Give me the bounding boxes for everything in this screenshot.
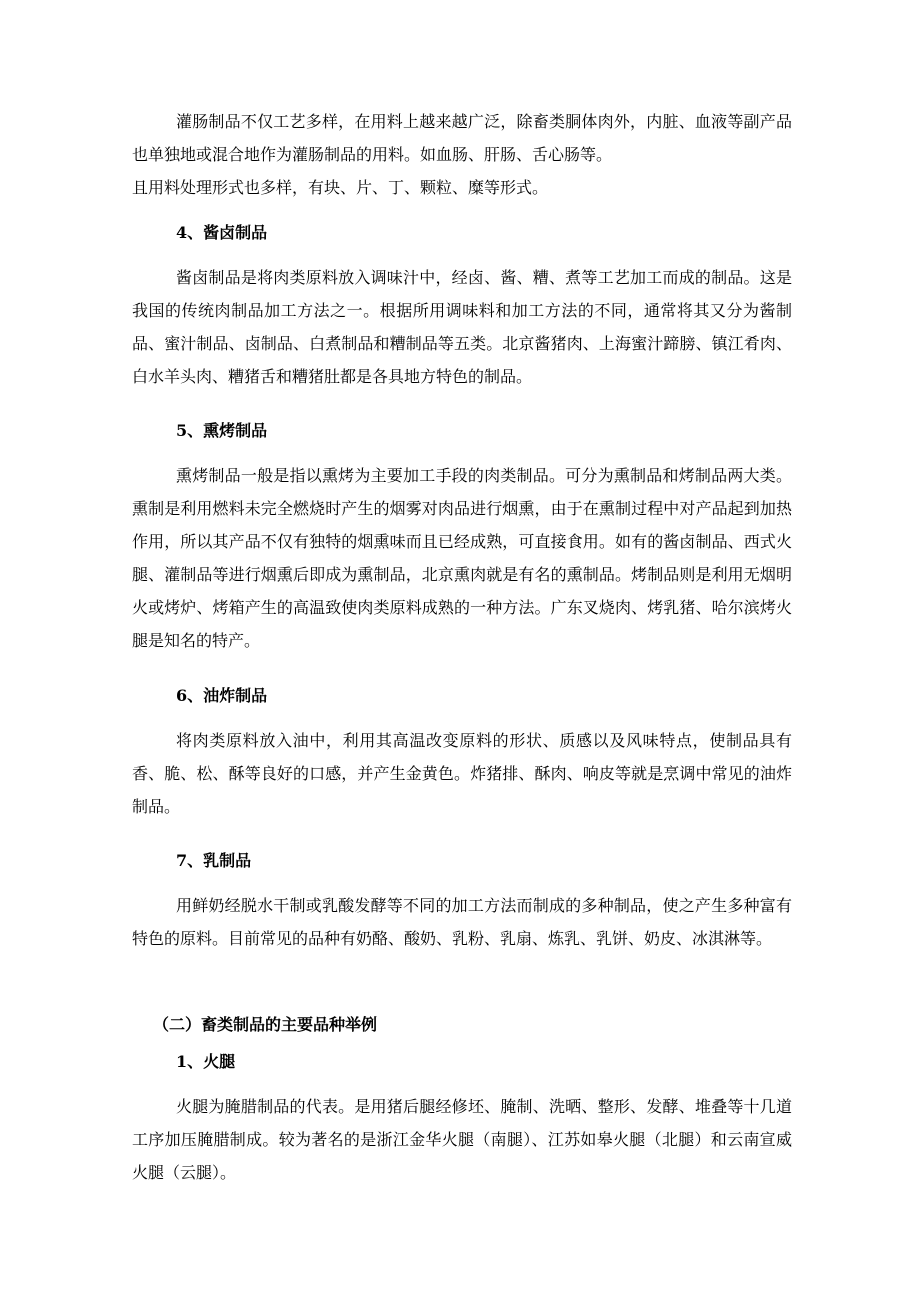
- heading-fried: 6、油炸制品: [176, 686, 268, 705]
- paragraph-sauce-braised: 酱卤制品是将肉类原料放入调味汁中，经卤、酱、糟、煮等工艺加工而成的制品。这是我国的传统肉制品加工方法之一。根据所用调味料和加工方法的不同，通常将其又分为酱制品、蜜汁制品、卤制品、白煮制品和糟制品等五类。北京酱猪肉、上海蜜汁蹄膀、镇江肴肉、白水羊头肉、糟猪舌和糟猪肚都是各具地方特色的制品。: [132, 268, 792, 386]
- heading-dairy: 7、乳制品: [176, 851, 252, 870]
- paragraph-fried: 将肉类原料放入油中，利用其高温改变原料的形状、质感以及风味特点，使制品具有香、脆、松、酥等良好的口感，并产生金黄色。炸猪排、酥肉、响皮等就是烹调中常见的油炸制品。: [132, 731, 792, 816]
- paragraph-sausage-products: 灌肠制品不仅工艺多样，在用料上越来越广泛，除畜类胴体肉外，内脏、血液等副产品也单独地或混合地作为灌肠制品的用料。如血肠、肝肠、舌心肠等。: [132, 112, 792, 164]
- paragraph-ham: 火腿为腌腊制品的代表。是用猪后腿经修坯、腌制、洗晒、整形、发酵、堆叠等十几道工序加压腌腊制成。较为著名的是浙江金华火腿（南腿）、江苏如皋火腿（北腿）和云南宣威火腿（云腿）。: [132, 1097, 792, 1182]
- heading-smoked-roasted: 5、熏烤制品: [176, 421, 268, 440]
- paragraph-dairy: 用鲜奶经脱水干制或乳酸发酵等不同的加工方法而制成的多种制品，使之产生多种富有特色的原料。目前常见的品种有奶酪、酸奶、乳粉、乳扇、炼乳、乳饼、奶皮、冰淇淋等。: [132, 896, 792, 948]
- heading-sauce-braised: 4、酱卤制品: [176, 223, 268, 242]
- paragraph-smoked-roasted: 熏烤制品一般是指以熏烤为主要加工手段的肉类制品。可分为熏制品和烤制品两大类。熏制是利用燃料未完全燃烧时产生的烟雾对肉品进行烟熏，由于在熏制过程中对产品起到加热作用，所以其产品不仅有独特的烟熏味而且已经成熟，可直接食用。如有的酱卤制品、西式火腿、灌制品等进行烟熏后即成为熏制品，北京熏肉就是有名的熏制品。烤制品则是利用无烟明火或烤炉、烤箱产生的高温致使肉类原料成熟的一种方法。广东叉烧肉、烤乳猪、哈尔滨烤火腿是知名的特产。: [132, 466, 792, 650]
- heading-section-livestock-examples: （二）畜类制品的主要品种举例: [153, 1015, 378, 1034]
- heading-ham: 1、火腿: [176, 1052, 236, 1071]
- paragraph-sausage-materials: 且用料处理形式也多样，有块、片、丁、颗粒、糜等形式。: [132, 178, 549, 197]
